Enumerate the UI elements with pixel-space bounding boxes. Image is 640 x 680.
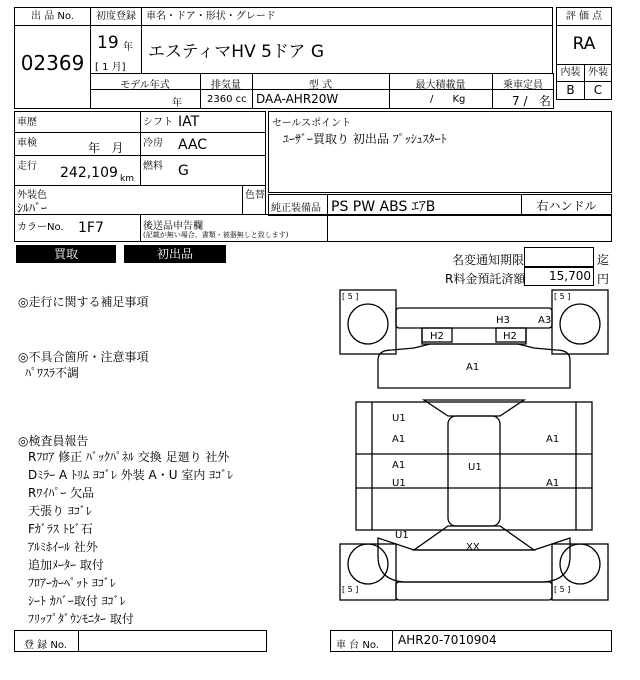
mark-u1-front-left: U1 bbox=[395, 530, 409, 541]
interior-label-cell bbox=[556, 64, 585, 82]
inspector-item: Rﾜｲﾊﾟｰ 欠品 bbox=[28, 486, 95, 500]
name-change-unit: 迄 bbox=[597, 253, 610, 267]
equipment-label: 純正装備品 bbox=[271, 203, 321, 214]
exterior-label: 外装 bbox=[588, 67, 608, 78]
tire-rear-right bbox=[560, 304, 600, 344]
color-change-label: 色替 bbox=[245, 190, 265, 201]
recycle-label: R料金預託済額 bbox=[445, 272, 526, 286]
lot-number-cell bbox=[14, 25, 91, 109]
tire-label-br: [ 5 ] bbox=[554, 585, 571, 594]
tire-rear-left bbox=[348, 304, 388, 344]
steering-value: 右ハンドル bbox=[536, 199, 597, 213]
inspector-item: Fｶﾞﾗｽ ﾄﾋﾞ石 bbox=[28, 522, 93, 536]
driving-notes-title: ◎走行に関する補足事項 bbox=[18, 295, 149, 309]
recycle-unit: 円 bbox=[597, 272, 610, 286]
max-load-label: 最大積載量 bbox=[415, 80, 466, 91]
exterior-value: C bbox=[593, 83, 603, 97]
grade-label: 評 価 点 bbox=[565, 11, 603, 22]
recycle-value-box bbox=[524, 267, 594, 286]
max-load-value: / Kg bbox=[430, 94, 466, 105]
mark-a1-right-bot: A1 bbox=[546, 478, 560, 489]
recycle-value: 15,700 bbox=[549, 269, 591, 283]
defect-item: ﾊﾟﾜｽﾗ不調 bbox=[25, 366, 80, 380]
model-type-value: DAA-AHR20W bbox=[256, 92, 339, 106]
mark-a1-left-bot: A1 bbox=[392, 460, 406, 471]
inspector-item: 天張り ﾖｺﾞﾚ bbox=[28, 504, 92, 518]
car-name: エスティマHV 5ドア G bbox=[148, 42, 324, 62]
tire-front-left bbox=[348, 544, 388, 584]
grade-value: RA bbox=[572, 34, 596, 54]
mark-h2-left: H2 bbox=[430, 331, 444, 342]
capacity-value: 7 / 名 bbox=[512, 94, 551, 108]
equipment-value: PS PW ABS ｴｱB bbox=[331, 199, 436, 215]
exterior-label-cell bbox=[584, 64, 612, 82]
mileage-label: 走行 bbox=[17, 161, 37, 172]
chassis-value: AHR20-7010904 bbox=[398, 633, 497, 647]
inspection-value: 年 月 bbox=[88, 141, 124, 155]
color-no-label: カラーNo. bbox=[17, 222, 64, 233]
first-reg-label-cell bbox=[90, 7, 142, 26]
exterior-cell bbox=[584, 81, 612, 100]
history-label: 車歴 bbox=[17, 117, 37, 128]
inspection-label: 車検 bbox=[17, 138, 37, 149]
mark-h3: H3 bbox=[496, 315, 510, 326]
rear-bumper bbox=[396, 308, 552, 328]
inspector-item: 追加ﾒｰﾀｰ 取付 bbox=[28, 558, 104, 572]
displacement-value: 2360 cc bbox=[207, 94, 247, 105]
mark-h2-right: H2 bbox=[503, 331, 517, 342]
first-reg-label: 初度登録 bbox=[96, 11, 136, 22]
model-type-label: 型 式 bbox=[308, 80, 333, 91]
car-name-label-cell bbox=[141, 7, 553, 26]
front-bumper bbox=[396, 582, 552, 600]
fuel-value: G bbox=[178, 163, 189, 179]
defects-title: ◎不具合箇所・注意事項 bbox=[18, 350, 149, 364]
mark-u1-center: U1 bbox=[468, 462, 482, 473]
grade-cell bbox=[556, 25, 612, 65]
inspector-item: Dﾐﾗｰ A ﾄﾘﾑ ﾖｺﾞﾚ 外装 A・U 室内 ﾖｺﾞﾚ bbox=[28, 468, 234, 482]
mileage-value: 242,109 bbox=[60, 165, 118, 181]
name-change-value-box bbox=[524, 247, 594, 267]
shift-value: IAT bbox=[178, 114, 200, 130]
mark-a3: A3 bbox=[538, 315, 552, 326]
tire-front-right bbox=[560, 544, 600, 584]
ext-color-value: ｼﾙﾊﾞｰ bbox=[17, 201, 48, 215]
lot-label-cell bbox=[14, 7, 91, 26]
model-year-value: 年 bbox=[172, 98, 182, 109]
interior-cell bbox=[556, 81, 585, 100]
first-reg-month: [ 1 月] bbox=[95, 62, 126, 73]
lot-number: 02369 bbox=[20, 51, 85, 75]
sales-point-value: ﾕｰｻﾞｰ買取り 初出品 ﾌﾟｯｼｭｽﾀｰﾄ bbox=[283, 132, 447, 146]
displacement-label: 排気量 bbox=[211, 80, 241, 91]
tire-label-tl: [ 5 ] bbox=[342, 292, 359, 301]
inspector-item: ﾌﾛｱｰｶｰﾍﾟｯﾄ ﾖｺﾞﾚ bbox=[28, 576, 116, 590]
mark-xx-front: XX bbox=[466, 542, 480, 553]
color-no-value: 1F7 bbox=[78, 220, 104, 236]
interior-value: B bbox=[566, 83, 575, 97]
car-name-label: 車名・ドア・形状・グレード bbox=[146, 11, 276, 22]
ext-color-label: 外装色 bbox=[17, 190, 47, 201]
year-unit: 年 bbox=[123, 42, 133, 53]
inspector-item: ｼｰﾄ ｶﾊﾞｰ取付 ﾖｺﾞﾚ bbox=[28, 594, 126, 608]
sales-point-label: セールスポイント bbox=[272, 118, 352, 129]
post-sale-label: 後送品申告欄 bbox=[143, 221, 203, 232]
fuel-label: 燃料 bbox=[143, 161, 163, 172]
sales-point-cell bbox=[268, 111, 612, 193]
first-reg-cell bbox=[90, 25, 142, 74]
inspector-item: ｱﾙﾐﾎｲｰﾙ 社外 bbox=[28, 540, 98, 554]
ext-color-cell bbox=[14, 185, 266, 215]
tire-label-tr: [ 5 ] bbox=[554, 292, 571, 301]
model-year-label: モデル年式 bbox=[120, 80, 170, 91]
first-reg-year: 19 bbox=[97, 33, 119, 53]
ac-value: AAC bbox=[178, 137, 208, 153]
first-listing-badge: 初出品 bbox=[124, 245, 226, 263]
mark-u1-left-top: U1 bbox=[392, 413, 406, 424]
reg-no-label: 登 録 No. bbox=[24, 640, 67, 651]
car-name-cell bbox=[141, 25, 553, 74]
mark-a1-right-top: A1 bbox=[546, 434, 560, 445]
purchase-badge: 買取 bbox=[16, 245, 116, 263]
chassis-label: 車 台 No. bbox=[336, 640, 379, 651]
mark-a1-rear: A1 bbox=[466, 362, 480, 373]
shift-label: シフト bbox=[143, 117, 173, 128]
mileage-unit: km bbox=[120, 174, 134, 184]
name-change-label: 名変通知期限 bbox=[452, 253, 525, 267]
inspector-title: ◎検査員報告 bbox=[18, 434, 89, 448]
tire-label-bl: [ 5 ] bbox=[342, 585, 359, 594]
mark-u1-left-bot: U1 bbox=[392, 478, 406, 489]
grade-label-cell bbox=[556, 7, 612, 26]
lot-label: 出 品 No. bbox=[31, 11, 74, 22]
car-damage-diagram bbox=[338, 288, 610, 626]
inspector-item: Rﾌﾛｱ 修正 ﾊﾞｯｸﾊﾟﾈﾙ 交換 足廻り 社外 bbox=[28, 450, 230, 464]
ac-label: 冷房 bbox=[143, 138, 163, 149]
post-sale-note: (記載が無い場合、書類・被器無しと致します) bbox=[143, 231, 289, 239]
interior-label: 内装 bbox=[560, 67, 581, 78]
inspector-item: ﾌﾘｯﾌﾟﾀﾞｳﾝﾓﾆﾀｰ 取付 bbox=[28, 612, 134, 626]
mark-a1-left-top: A1 bbox=[392, 434, 406, 445]
capacity-label: 乗車定員 bbox=[503, 80, 543, 91]
